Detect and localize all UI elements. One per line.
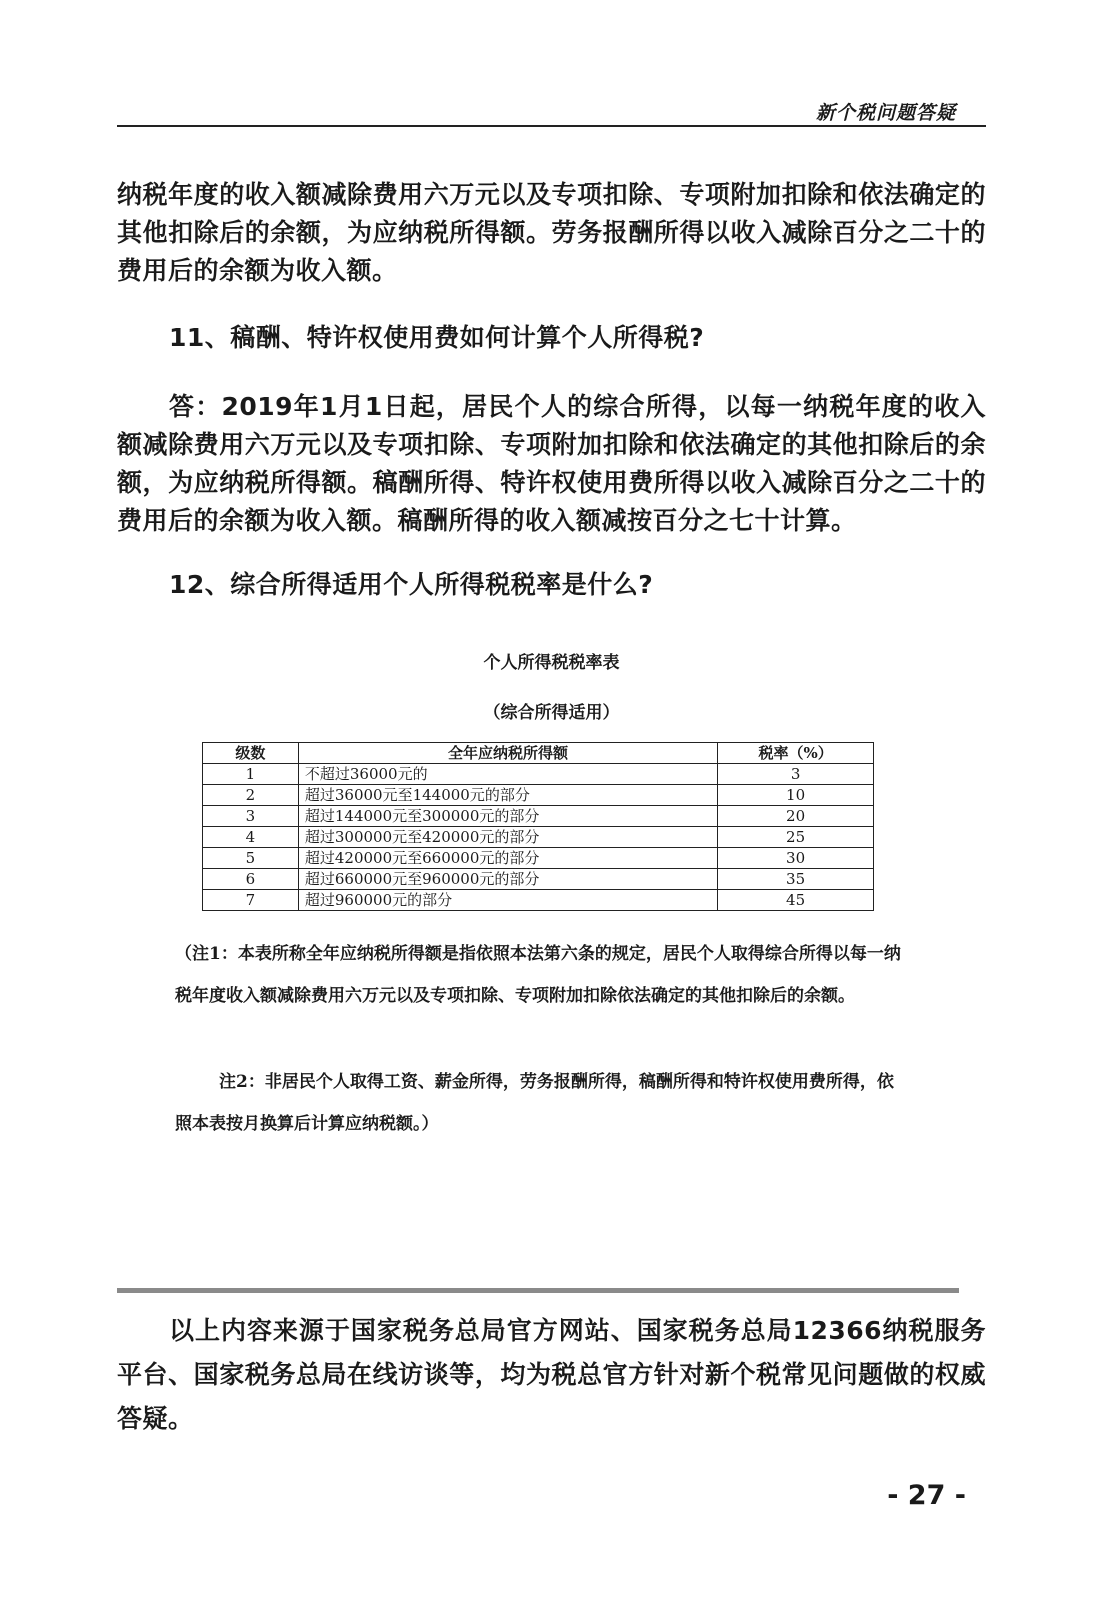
level-cell: 7 [203,890,299,911]
rate-cell: 3 [718,764,874,785]
header-tax-rate: 税率（%） [718,743,874,764]
level-cell: 2 [203,785,299,806]
income-range-cell: 不超过36000元的 [298,764,717,785]
income-range-cell: 超过144000元至300000元的部分 [298,806,717,827]
level-cell: 6 [203,869,299,890]
table-row [203,827,874,848]
rate-cell: 10 [718,785,874,806]
intro-paragraph: 纳税年度的收入额减除费用六万元以及专项扣除、专项附加扣除和依法确定的其他扣除后的余额，为应纳税所得额。劳务报酬所得以收入减除百分之二十的费用后的余额为收入额。 [117,180,986,285]
table-row [203,848,874,869]
page-number: - 27 - [887,1480,966,1511]
rate-cell: 35 [718,869,874,890]
question-12: 12、综合所得适用个人所得税税率是什么? [169,570,654,599]
rate-cell: 20 [718,806,874,827]
table-row [203,890,874,911]
question-11: 11、稿酬、特许权使用费如何计算个人所得税? [169,323,705,352]
footer-divider [117,1288,959,1293]
source-statement: 以上内容来源于国家税务总局官方网站、国家税务总局12366纳税服务平台、国家税务总局在线访谈等，均为税总官方针对新个税常见问题做的权威答疑。 [117,1316,986,1433]
rate-cell: 45 [718,890,874,911]
header-title: 新个税问题答疑 [815,102,956,124]
answer-11: 答：2019年1月1日起，居民个人的综合所得，以每一纳税年度的收入额减除费用六万元以及专项扣除、专项附加扣除和依法确定的其他扣除后的余额，为应纳税所得额。稿酬所得、特许权使用费所得以收入减除百分之二十的费用后的余额为收入额。稿酬所得的收入额减按百分之七十计算。 [117,392,986,535]
income-range-cell: 超过300000元至420000元的部分 [298,827,717,848]
income-range-cell: 超过660000元至960000元的部分 [298,869,717,890]
table-header-row [203,743,874,764]
income-range-cell: 超过420000元至660000元的部分 [298,848,717,869]
header-level: 级数 [203,743,299,764]
rate-cell: 30 [718,848,874,869]
level-cell: 3 [203,806,299,827]
table-row [203,785,874,806]
table-row [203,869,874,890]
table-row [203,806,874,827]
rate-cell: 25 [718,827,874,848]
income-range-cell: 超过960000元的部分 [298,890,717,911]
level-cell: 1 [203,764,299,785]
tax-rate-table [202,742,874,911]
header-divider [117,125,986,127]
table-subtitle: （综合所得适用） [483,703,620,723]
income-range-cell: 超过36000元至144000元的部分 [298,785,717,806]
header-taxable-income: 全年应纳税所得额 [298,743,717,764]
table-row [203,764,874,785]
level-cell: 4 [203,827,299,848]
level-cell: 5 [203,848,299,869]
table-note-2: 注2：非居民个人取得工资、薪金所得，劳务报酬所得，稿酬所得和特许权使用费所得，依照本表按月换算后计算应纳税额。） [175,1072,894,1134]
table-note-1: （注1：本表所称全年应纳税所得额是指依照本法第六条的规定，居民个人取得综合所得以每一纳税年度收入额减除费用六万元以及专项扣除、专项附加扣除依法确定的其他扣除后的余额。 [175,944,901,1006]
table-title: 个人所得税税率表 [483,653,620,673]
